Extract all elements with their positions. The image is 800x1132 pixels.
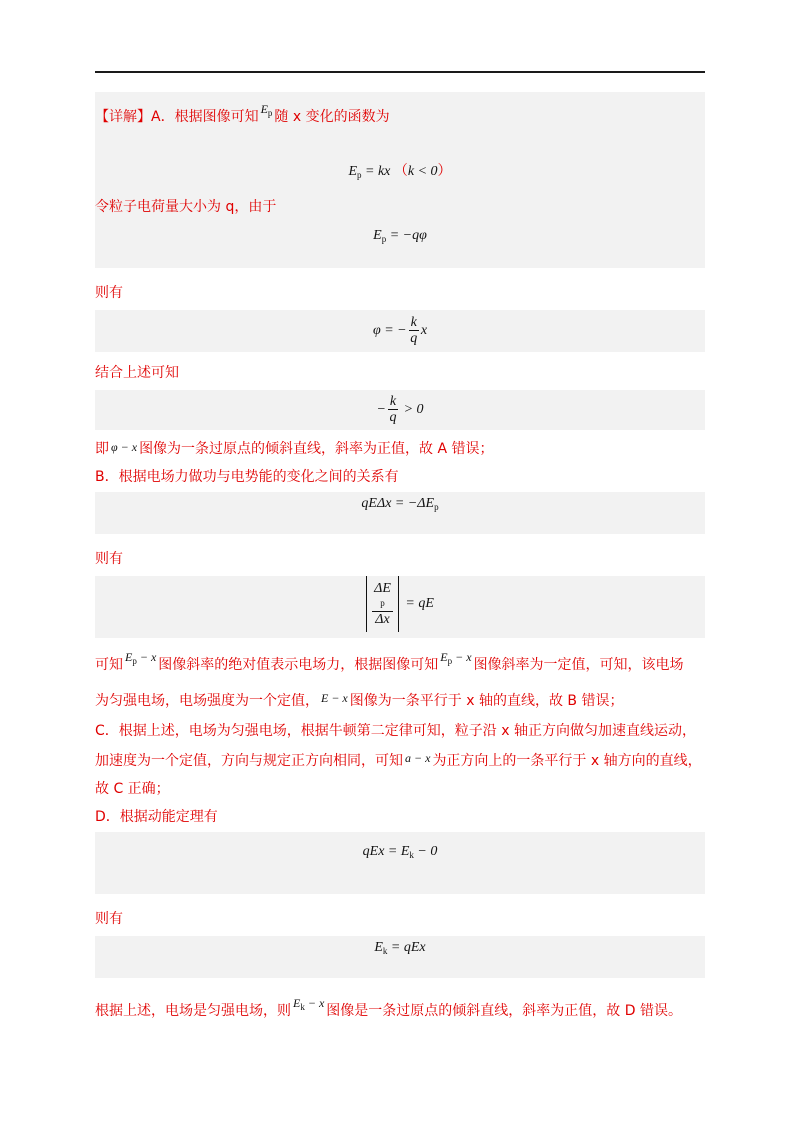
explanation-block-a	[95, 92, 705, 268]
text-c-line1: C．根据上述，电场为匀强电场，根据牛顿第二定律可知，粒子沿 x 轴正方向做匀加速直线运动，	[95, 723, 696, 739]
absolute-value	[366, 576, 399, 632]
inline-formula: φ − x	[111, 440, 138, 454]
inline-formula: $E_p - x$	[440, 650, 472, 666]
fraction: $\frac{k}{q}$	[389, 394, 397, 426]
header-rule	[95, 71, 705, 73]
solution-content	[95, 92, 705, 1026]
text-b-intro: B．根据电场力做功与电势能的变化之间的关系有	[95, 469, 399, 485]
text-zeyou: 则有	[95, 285, 123, 301]
text-jiehe: 结合上述可知	[95, 365, 179, 381]
formula-work-energy: $qE\Delta x = -\Delta E_p$	[95, 492, 705, 534]
text-d-final: 根据上述，电场是匀强电场，则 $E_k - x$ 图像是一条过原点的倾斜直线，斜率为正值，故 D 错误。	[95, 1000, 705, 1026]
fraction: ΔE p Δx	[374, 580, 391, 627]
explanation-line: 令粒子电荷量大小为 q，由于	[95, 199, 277, 215]
text-c-line2: 加速度为一个定值，方向与规定正方向相同，可知 a − x 为正方向上的一条平行于 x 轴方向的直线，	[95, 750, 705, 772]
inline-formula: a − x	[405, 751, 431, 765]
text-d-intro: D．根据动能定理有	[95, 809, 218, 825]
text-zeyou: 则有	[95, 911, 123, 927]
text-a-conclusion: 即 φ − x 图像为一条过原点的倾斜直线，斜率为正值，故 A 错误；	[95, 438, 705, 460]
text-b-line1: 可知 $E_p - x$ 图像斜率的绝对值表示电场力，根据图像可知 $E_p - x$ 图像斜率为一定值，可知，该电场	[95, 654, 705, 680]
formula-kinetic-theorem: qEx = $E_k - 0$	[95, 832, 705, 894]
formula-neg-k-over-q: − $\frac{k}{q}$ > 0	[95, 390, 705, 430]
text-c-line3: 故 C 正确；	[95, 781, 170, 797]
formula-abs-slope: ΔE p Δx = qE	[95, 576, 705, 638]
formula-ep-kx: $E_p$ = kx （k < 0）	[348, 163, 452, 180]
formula-ek: $E_k$ = qEx	[95, 936, 705, 978]
formula-phi: φ = − $\frac{k}{q}$ x	[95, 310, 705, 352]
inline-formula: $E_k - x$	[293, 996, 325, 1012]
inline-formula-ep: $E_p$	[260, 102, 273, 118]
text-b-line2: 为匀强电场，电场强度为一个定值， E − x 图像为一条平行于 x 轴的直线，故 B 错误；	[95, 690, 705, 712]
inline-formula: $E_p - x$	[125, 650, 157, 666]
text-zeyou: 则有	[95, 551, 123, 567]
explanation-line: 【详解】A．根据图像可知 $E_p$ 随 x 变化的函数为	[95, 106, 390, 132]
formula-ep-qphi: $E_p = -q\varphi$	[373, 228, 427, 244]
inline-formula: E − x	[321, 691, 348, 705]
fraction: $\frac{k}{q}$	[410, 315, 418, 347]
